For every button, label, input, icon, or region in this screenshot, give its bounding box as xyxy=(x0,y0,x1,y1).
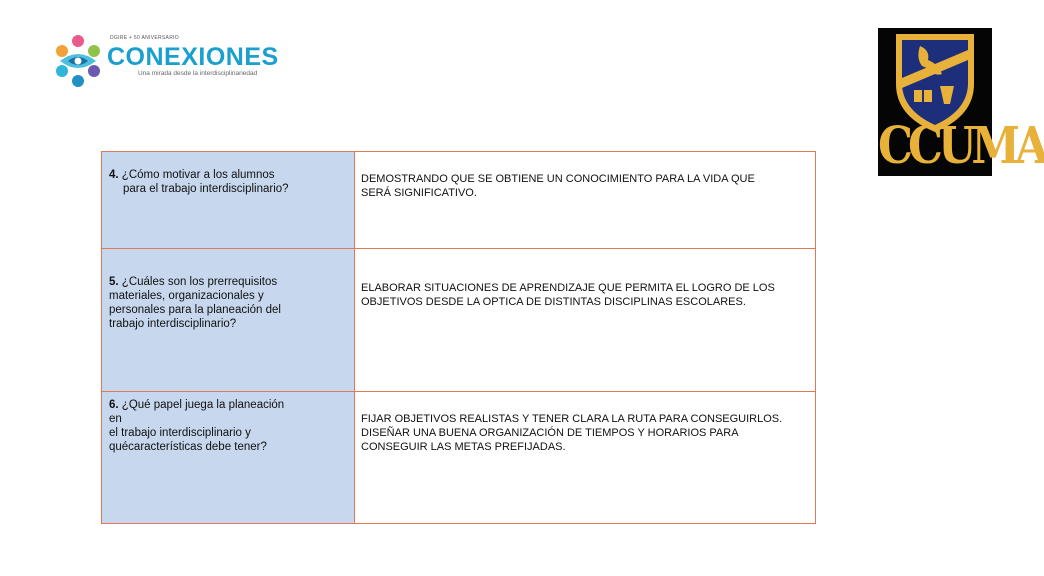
answer-text-line: SERÁ SIGNIFICATIVO. xyxy=(361,187,477,199)
answer-cell xyxy=(355,152,816,249)
question-cell xyxy=(102,392,355,524)
table-row xyxy=(102,392,816,524)
logo-subtitle: Una mirada desde la interdisciplinariedad xyxy=(138,70,258,77)
logo-tagline: DGIRE + 50 ANIVERSARIO xyxy=(110,35,179,41)
question-text-line: personales para la planeación del xyxy=(109,304,281,316)
answer-text-line: DEMOSTRANDO QUE SE OBTIENE UN CONOCIMIENTO PARA LA VIDA QUE xyxy=(361,173,755,185)
question-number: 6. xyxy=(109,399,119,411)
question-text-line: en xyxy=(109,413,122,425)
question-text-line: materiales, organizacionales y xyxy=(109,290,264,302)
answer-cell xyxy=(355,249,816,392)
question-number: 4. xyxy=(109,169,119,181)
answer-text-line: ELABORAR SITUACIONES DE APRENDIZAJE QUE PERMITA EL LOGRO DE LOS xyxy=(361,282,775,294)
question-number: 5. xyxy=(109,276,119,288)
question-cell xyxy=(102,249,355,392)
answer-text-line: FIJAR OBJETIVOS REALISTAS Y TENER CLARA LA RUTA PARA CONSEGUIRLOS. xyxy=(361,413,783,425)
conexiones-emblem-icon xyxy=(50,33,106,89)
conexiones-logo xyxy=(50,33,290,89)
question-text-line: ¿Qué papel juega la planeación xyxy=(121,399,285,411)
qa-table xyxy=(101,151,816,524)
table-row xyxy=(102,152,816,249)
question-text-line: trabajo interdisciplinario? xyxy=(109,318,237,330)
seal-lettering-text: CCUMA xyxy=(878,117,1044,176)
question-text-line: ¿Cuáles son los prerrequisitos xyxy=(121,276,278,288)
ccuma-seal xyxy=(878,28,1044,176)
answer-cell xyxy=(355,392,816,524)
answer-text-line: OBJETIVOS DESDE LA OPTICA DE DISTINTAS DISCIPLINAS ESCOLARES. xyxy=(361,296,746,308)
answer-text-line: DISEÑAR UNA BUENA ORGANIZACIÓN DE TIEMPOS Y HORARIOS PARA xyxy=(361,427,739,439)
question-text-line: para el trabajo interdisciplinario? xyxy=(123,183,289,195)
logo-wordmark: CONEXIONES xyxy=(107,43,279,71)
question-text-line: quécaracterísticas debe tener? xyxy=(109,441,267,453)
question-text-line: ¿Cómo motivar a los alumnos xyxy=(121,169,275,181)
answer-text-line: CONSEGUIR LAS METAS PREFIJADAS. xyxy=(361,441,566,453)
table-row xyxy=(102,249,816,392)
question-cell xyxy=(102,152,355,249)
seal-lettering xyxy=(878,117,1044,176)
question-text-line: el trabajo interdisciplinario y xyxy=(109,427,251,439)
